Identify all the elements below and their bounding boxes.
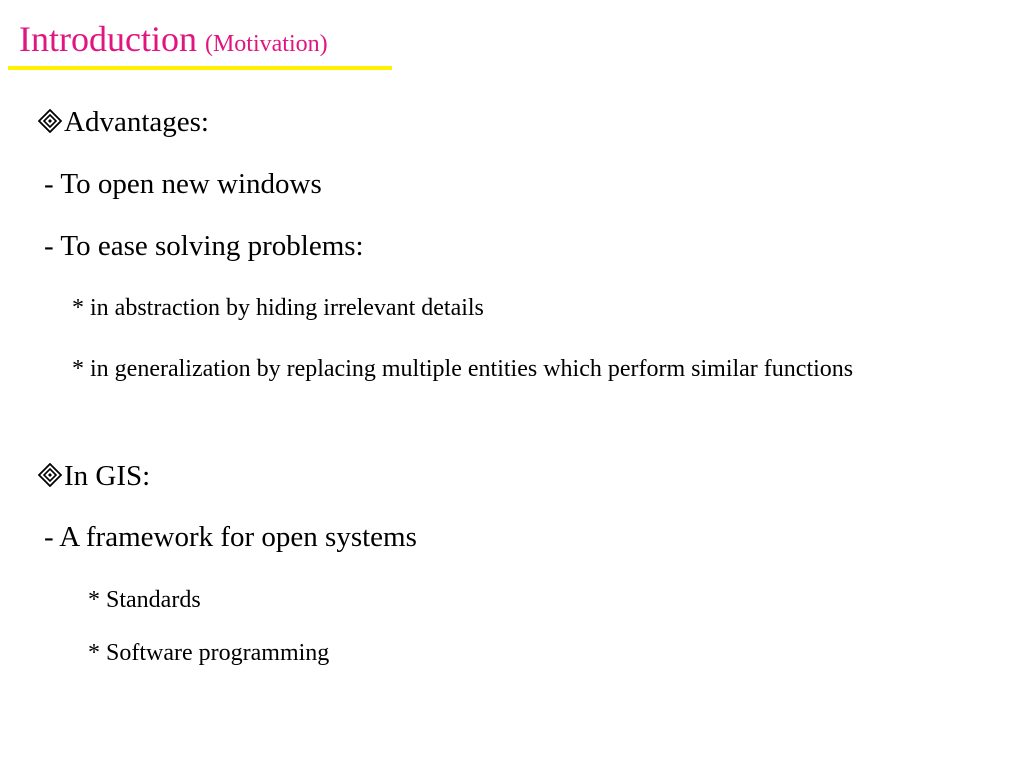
list-item: - To open new windows bbox=[44, 168, 322, 200]
slide-title: Introduction bbox=[19, 19, 197, 59]
section-heading-in-gis bbox=[38, 462, 150, 491]
slide-title-row bbox=[19, 18, 328, 60]
list-subitem: * Software programming bbox=[88, 640, 330, 666]
section-heading-advantages bbox=[38, 108, 209, 137]
list-item: - A framework for open systems bbox=[44, 521, 417, 553]
slide-subtitle: (Motivation) bbox=[204, 31, 328, 57]
diamond-bullet-icon bbox=[38, 109, 62, 133]
section-heading-text: Advantages: bbox=[64, 106, 209, 138]
diamond-bullet-icon bbox=[38, 463, 62, 487]
list-subitem: * Standards bbox=[88, 587, 201, 613]
title-underline bbox=[8, 66, 392, 70]
list-item: - To ease solving problems: bbox=[44, 230, 364, 262]
list-subitem: * in generalization by replacing multiple entities which perform similar functions bbox=[72, 356, 854, 382]
list-subitem: * in abstraction by hiding irrelevant details bbox=[72, 295, 484, 321]
section-heading-text: In GIS: bbox=[64, 460, 151, 492]
